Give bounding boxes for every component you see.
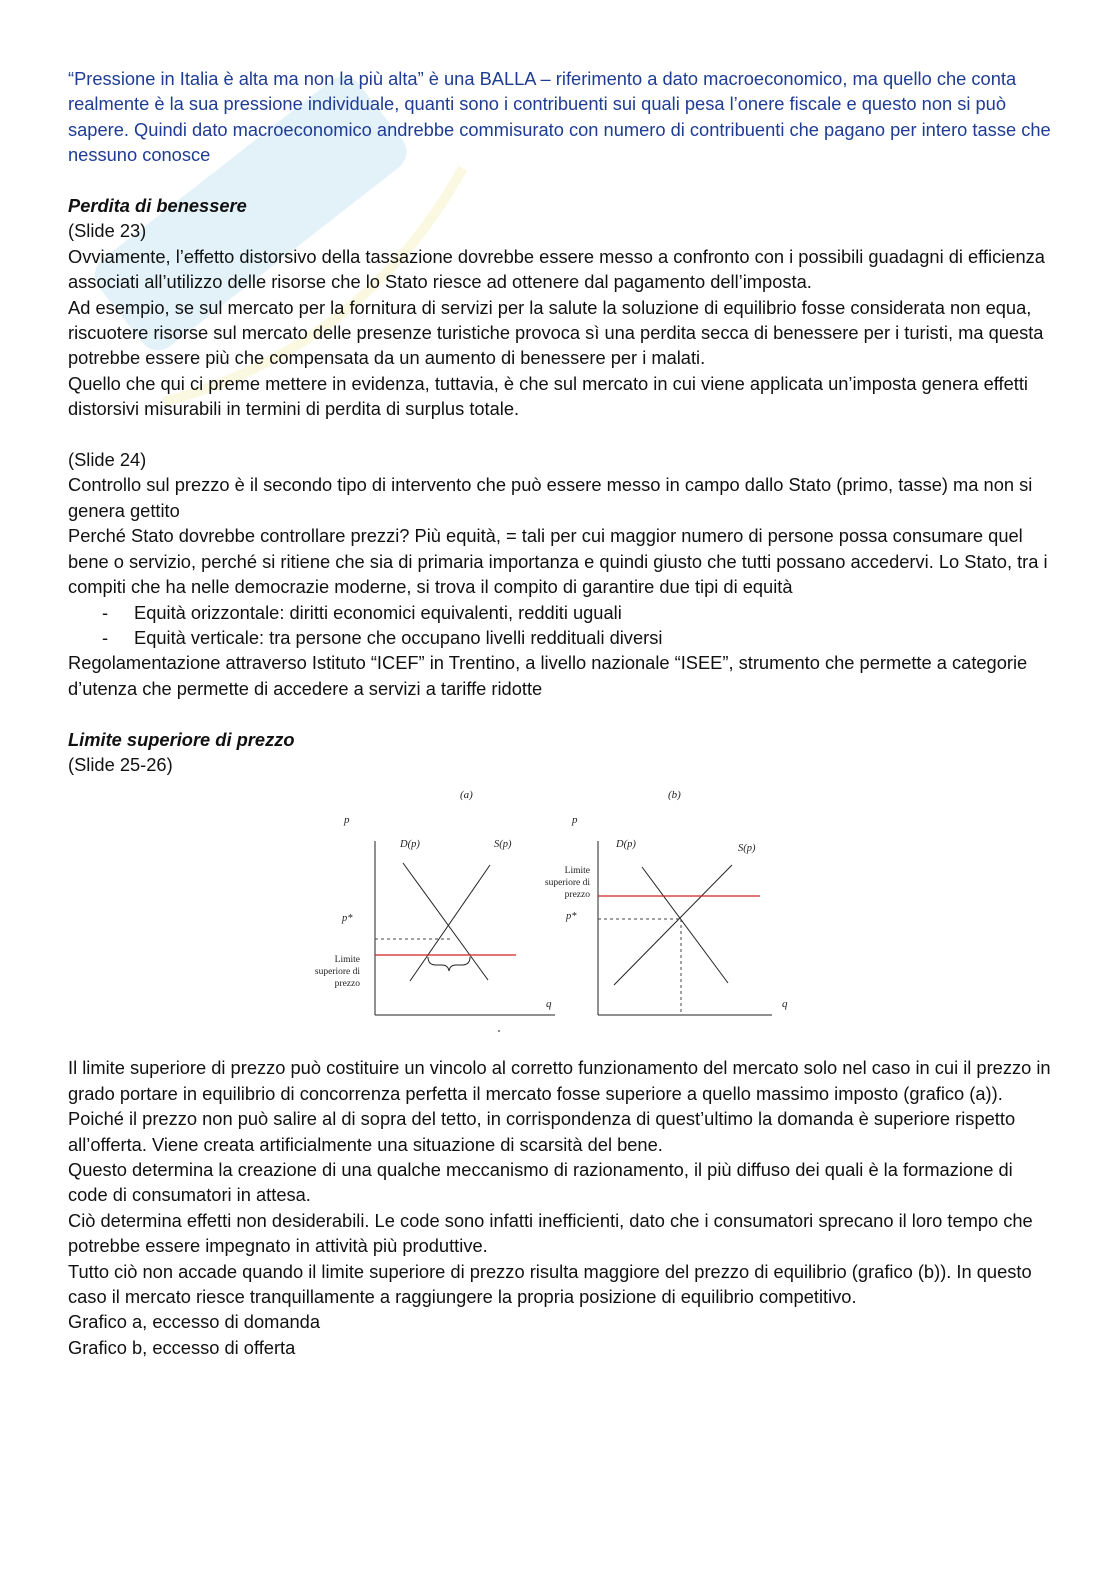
panel-a-shortage-brace [428, 957, 470, 971]
panel-a-dot [498, 1030, 500, 1032]
paragraph: Quello che qui ci preme mettere in evidenza, tuttavia, è che sul mercato in cui viene applicata un’imposta genera effetti distorsivi misurabili in termini di perdita di surplus totale. [68, 372, 1028, 420]
panel-b-title: (b) [668, 789, 681, 802]
panel-a-supply-label: S(p) [494, 839, 512, 851]
spacer [68, 422, 1053, 447]
intro-paragraph: “Pressione in Italia è alta ma non la più alta” è una BALLA – riferimento a dato macroeconomico, ma quello che conta realmente è la sua pressione individuale, quanti sono i contribuenti sui quali pesa l’onere fiscale e questo non si può sapere. Quindi dato macroeconomico andrebbe commisurato con numero di contribuenti che pagano per intero tasse che nessuno conosce [68, 68, 1051, 166]
paragraph: Ciò determina effetti non desiderabili. Le code sono infatti inefficienti, dato che i consumatori sprecano il loro tempo che potrebbe essere impegnato in attività più produttive. [68, 1209, 1033, 1257]
paragraph: Il limite superiore di prezzo può costituire un vincolo al corretto funzionamento del mercato solo nel caso in cui il prezzo in grado portare in equilibrio di concorrenza perfetta il mercato fosse superiore a quello massimo imposto (grafico (a)). Poiché il prezzo non può salire al di sopra del tetto, in corrispondenza di quest’ultimo la domanda è superiore rispetto all’offerta. Viene creata artificialmente una situazione di scarsità del bene. [68, 1057, 1051, 1155]
panel-a-ceiling-label-line: prezzo [334, 979, 360, 990]
paragraph: Perché Stato dovrebbe controllare prezzi? Più equità, = tali per cui maggior numero di persone possa consumare quel bene o servizio, perché si ritiene che sia di primaria importanza e quindi giusto che tutti possano accedervi. Lo Stato, tra i compiti che ha nelle democrazie moderne, si trova il compito di garantire due tipi di equità [68, 525, 1048, 598]
panel-b-ceiling-label-line: Limite [564, 866, 590, 877]
list-item [68, 625, 1053, 650]
price-ceiling-diagram [300, 783, 820, 1045]
spacer [68, 168, 1053, 193]
panel-a-ceiling-label-line: superiore di [314, 967, 360, 978]
paragraph: Grafico a, eccesso di domanda [68, 1311, 321, 1333]
panel-b-ceiling-label-line: superiore di [544, 878, 590, 889]
paragraph: Controllo sul prezzo è il secondo tipo di intervento che può essere messo in campo dallo Stato (primo, tasse) ma non si genera gettito [68, 474, 1033, 521]
panel-a-supply-curve [410, 865, 490, 981]
section-heading-limite: Limite superiore di prezzo [68, 728, 295, 750]
price-ceiling-figure [68, 783, 1053, 1045]
panel-b-ceiling-label-line: prezzo [564, 890, 590, 901]
section-heading-perdita: Perdita di benessere [68, 195, 247, 217]
list-item-text: Equità orizzontale: diritti economici equivalenti, redditi uguali [134, 601, 622, 623]
panel-a-demand-curve [403, 863, 488, 980]
slide-reference: (Slide 24) [68, 449, 147, 471]
panel-a-equilibrium-label: p* [342, 913, 353, 925]
list-item [68, 600, 1053, 625]
panel-a-ceiling-label-line: Limite [334, 955, 360, 966]
paragraph: Grafico b, eccesso di offerta [68, 1336, 296, 1358]
panel-a [315, 789, 555, 1032]
panel-b-supply-curve [614, 865, 732, 985]
panel-b-x-axis-label: q [782, 998, 788, 1011]
document-page [68, 66, 1053, 1360]
paragraph: Ad esempio, se sul mercato per la fornitura di servizi per la salute la soluzione di equilibrio fosse considerata non equa, riscuotere risorse sul mercato delle presenze turistiche provoca sì una perdita secca di benessere per i turisti, ma questa potrebbe essere più che compensata da un aumento di benessere per i malati. [68, 296, 1044, 369]
slide-reference: (Slide 23) [68, 220, 147, 242]
panel-b-equilibrium-label: p* [566, 911, 577, 923]
paragraph: Questo determina la creazione di una qualche meccanismo di razionamento, il più diffuso dei quali è la formazione di code di consumatori in attesa. [68, 1158, 1013, 1206]
panel-a-x-axis-label: q [546, 998, 552, 1011]
bullet-dash: - [102, 601, 109, 623]
list-item-text: Equità verticale: tra persone che occupano livelli reddituali diversi [134, 626, 663, 648]
equity-list [68, 600, 1053, 651]
panel-a-y-axis-label: p [344, 814, 350, 827]
spacer [68, 701, 1053, 726]
paragraph: Regolamentazione attraverso Istituto “ICEF” in Trentino, a livello nazionale “ISEE”, strumento che permette a categorie d’utenza che permette di accedere a servizi a tariffe ridotte [68, 652, 1028, 699]
slide-reference: (Slide 25-26) [68, 753, 173, 775]
panel-b-demand-label: D(p) [616, 839, 636, 851]
panel-b-supply-label: S(p) [738, 843, 756, 855]
paragraph: Tutto ciò non accade quando il limite superiore di prezzo risulta maggiore del prezzo di equilibrio (grafico (b)). In questo caso il mercato riesce tranquillamente a raggiungere la propria posizione di equilibrio competitivo. [68, 1260, 1032, 1307]
paragraph: Ovviamente, l’effetto distorsivo della tassazione dovrebbe essere messo a confronto con i possibili guadagni di efficienza associati all’utilizzo delle risorse che lo Stato riesce ad ottenere dal pagamento dell’imposta. [68, 245, 1045, 293]
panel-b [545, 789, 788, 1015]
panel-a-title: (a) [460, 789, 473, 802]
panel-b-demand-curve [642, 867, 728, 983]
panel-a-demand-label: D(p) [400, 839, 420, 851]
panel-b-y-axis-label: p [572, 814, 578, 827]
bullet-dash: - [102, 626, 109, 648]
